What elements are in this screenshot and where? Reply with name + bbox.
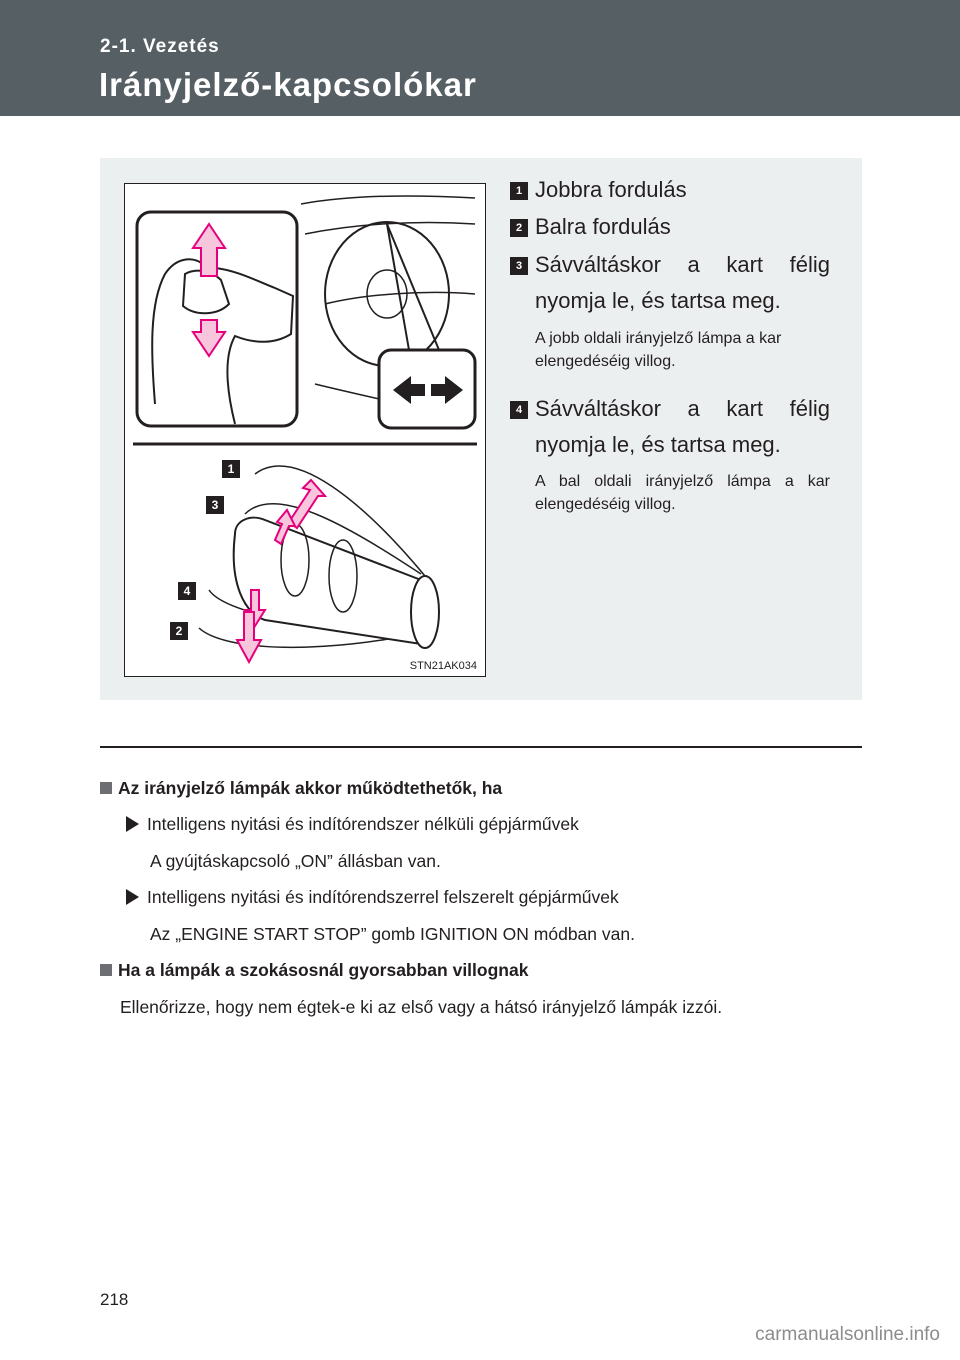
legend-note-3: A jobb oldali irányjelző lámpa a kar elengedéséig villog. xyxy=(535,330,782,370)
figure-badge-2: 2 xyxy=(170,622,188,640)
info-item-2-title: Intelligens nyitási és indítórendszerrel felszerelt gépjárművek xyxy=(126,879,619,915)
info-heading-2: Ha a lámpák a szokásosnál gyorsabban villognak xyxy=(100,952,528,988)
legend-badge: 1 xyxy=(510,182,528,200)
legend-note-4: A bal oldali irányjelző lámpa a kar elengedéséig villog. xyxy=(535,473,830,513)
legend-text: Balra fordulás xyxy=(535,214,671,239)
legend-text-line1: Sávváltáskor a kart félig xyxy=(535,396,830,421)
info-text-2: Ellenőrizze, hogy nem égtek-e ki az első vagy a hátsó irányjelző lámpák izzói. xyxy=(120,997,723,1017)
legend-badge: 3 xyxy=(510,257,528,275)
section-label: 2-1. Vezetés xyxy=(100,36,220,57)
square-bullet-icon xyxy=(100,782,112,794)
arrow-up-full-icon xyxy=(289,480,325,528)
triangle-bullet-icon xyxy=(126,889,139,905)
figure-badge-3: 3 xyxy=(206,496,224,514)
lever-drawing xyxy=(125,184,485,676)
info-item-1-text: A gyújtáskapcsoló „ON” állásban van. xyxy=(150,851,441,871)
info-item-1-title: Intelligens nyitási és indítórendszer nélküli gépjárművek xyxy=(126,806,579,842)
square-bullet-icon xyxy=(100,964,112,976)
legend-text-line2: nyomja le, és tartsa meg. xyxy=(535,288,781,313)
legend-text-line1: Sávváltáskor a kart félig xyxy=(535,252,830,277)
figure-code: STN21AK034 xyxy=(409,660,477,672)
legend-text-line2: nyomja le, és tartsa meg. xyxy=(535,432,781,457)
figure-badge-4: 4 xyxy=(178,582,196,600)
turn-signal-illustration xyxy=(124,183,486,677)
page-title: Irányjelző-kapcsolókar xyxy=(99,66,477,103)
page-header xyxy=(0,0,960,116)
info-heading-1: Az irányjelző lámpák akkor működtethetők, ha xyxy=(100,770,502,806)
figure-badge-1: 1 xyxy=(222,460,240,478)
info-item-2-text: Az „ENGINE START STOP” gomb IGNITION ON módban van. xyxy=(150,924,635,944)
legend-badge: 2 xyxy=(510,219,528,237)
legend-badge: 4 xyxy=(510,401,528,419)
watermark: carmanualsonline.info xyxy=(755,1324,940,1345)
legend-text: Jobbra fordulás xyxy=(535,177,687,202)
lever-base xyxy=(411,576,439,648)
page-number: 218 xyxy=(100,1290,129,1309)
lever-body xyxy=(234,518,433,644)
section-divider xyxy=(100,746,862,748)
triangle-bullet-icon xyxy=(126,816,139,832)
